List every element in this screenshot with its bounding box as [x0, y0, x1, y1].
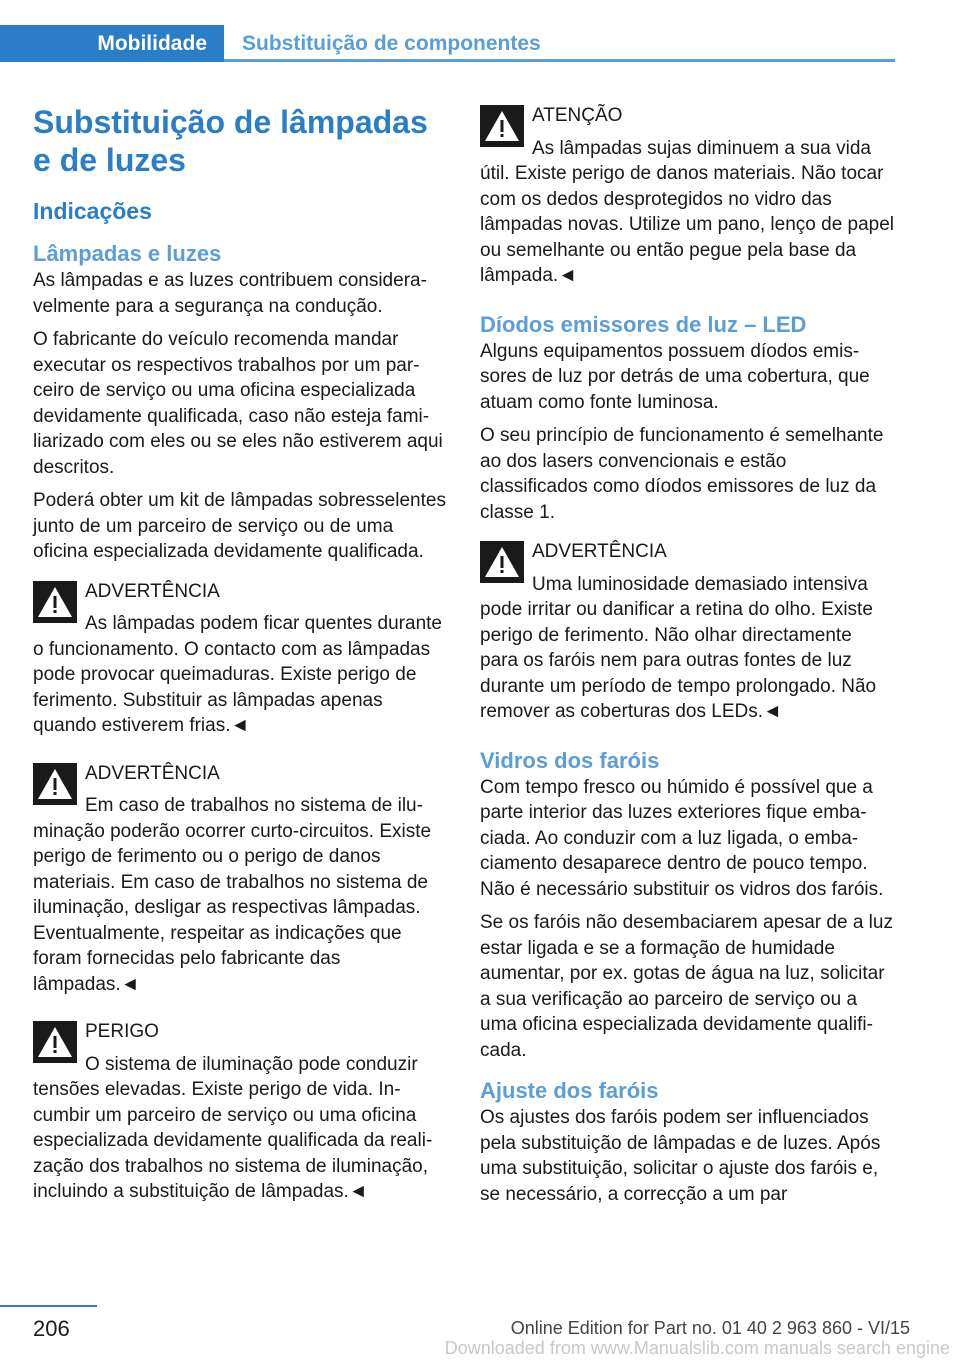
danger-text: O sistema de iluminação pode conduzir tensões elevadas. Existe perigo de vida. Incumbir um parceiro de serviço ou uma oficina especializada devidamente qualificada da realização dos trabalhos no sistema de iluminação, incluindo a substituição de lâmpadas.◄: [33, 1053, 433, 1202]
paragraph: O seu princípio de funcionamento é semelhante ao dos lasers convencionais e estão classificados como díodos emissores de luz da classe 1.: [480, 425, 884, 523]
warning-text: Uma luminosidade demasiado intensiva pode irritar ou danificar a retina do olho. Existe perigo de ferimento. Não olhar directamente para os faróis nem para outras fontes de luz durante um período de tempo prolongado. Não remover as coberturas dos LEDs.◄: [480, 573, 877, 722]
header-rule: [224, 59, 895, 62]
caution-text: As lâmpadas sujas diminuem a sua vida útil. Existe perigo de danos materiais. Não tocar com os dedos desprotegidos no vidro das lâmpadas novas. Utilize um pano, lenço de papel ou semelhante ou então pegue pela base da lâmpada.◄: [480, 137, 895, 286]
section-title: Substituição de componentes: [242, 32, 541, 55]
paragraph: Poderá obter um kit de lâmpadas sobresselentes junto de um parceiro de serviço ou de uma oficina especializada devidamente qualificada.: [33, 490, 446, 562]
subheading-led: Díodos emissores de luz – LED: [480, 311, 807, 337]
warning-title: ADVERTÊNCIA: [85, 580, 220, 602]
caution-block: [480, 103, 895, 289]
right-column: [480, 103, 895, 1215]
warning-triangle-icon: [33, 1021, 77, 1063]
caution-title: ATENÇÃO: [532, 105, 623, 126]
danger-title: PERIGO: [85, 1021, 159, 1042]
warning-triangle-icon: [33, 581, 77, 623]
warning-triangle-icon: [33, 763, 77, 805]
paragraph: As lâmpadas e as luzes contribuem consideravelmente para a segurança na condução.: [33, 270, 427, 317]
subheading-headlight-adjust: Ajuste dos faróis: [480, 1078, 659, 1103]
warning-title: ADVERTÊNCIA: [85, 762, 220, 784]
paragraph: Com tempo fresco ou húmido é possível que a parte interior das luzes exteriores fique embaciada. Ao conduzir com a luz ligada, o embaciamento desaparece dentro de pouco tempo. Não é necessário substituir os vidros dos faróis.: [480, 776, 884, 900]
warning-block: [33, 579, 448, 739]
warning-title: ADVERTÊNCIA: [532, 541, 667, 562]
subheading-headlight-glass: Vidros dos faróis: [480, 747, 660, 773]
warning-triangle-icon: [480, 541, 524, 583]
left-column: [33, 103, 448, 1227]
warning-block: [33, 761, 448, 998]
page-title: Substituição de lâmpadas e de luzes: [33, 104, 428, 178]
edition-text: Online Edition for Part no. 01 40 2 963 860 - VI/15: [510, 1318, 910, 1338]
chapter-tab[interactable]: [0, 25, 224, 62]
warning-text: Em caso de trabalhos no sistema de iluminação poderão ocorrer curto-circuitos. Existe perigo de ferimento ou o perigo de danos materiais. Em caso de trabalhos no sistema de iluminação, desligar as respectivas lâmpadas. Eventualmente, respeitar as indicações que foram fornecidas pelo fabricante das lâmpadas.◄: [33, 795, 432, 995]
paragraph: Alguns equipamentos possuem díodos emissores de luz por detrás de uma cobertura, que atuam como fonte luminosa.: [480, 340, 870, 413]
danger-block: [33, 1019, 448, 1205]
paragraph: Se os faróis não desembaciarem apesar de a luz estar ligada e se a formação de humidade aumentar, por ex. gotas de água na luz, solicitar a sua verificação ao parceiro de serviço ou a uma oficina especializada devidamente qualificada.: [480, 912, 893, 1061]
page-header: [0, 25, 895, 62]
subheading-lamps: Lâmpadas e luzes: [33, 241, 222, 266]
chapter-tab-label: Mobilidade: [97, 31, 207, 55]
page-number: 206: [33, 1316, 70, 1341]
warning-block: [480, 539, 895, 725]
warning-text: As lâmpadas podem ficar quentes durante o funcionamento. O contacto com as lâmpadas pode provocar queimaduras. Existe perigo de ferimento. Substituir as lâmpadas apenas quando estiverem frias.◄: [33, 613, 442, 736]
paragraph: O fabricante do veículo recomenda mandar executar os respectivos trabalhos por um parceiro de serviço ou uma oficina especializada devidamente qualificada, caso não esteja familiarizado com eles ou se eles não estiverem aqui descritos.: [33, 329, 443, 478]
page-number-rule: [0, 1305, 97, 1307]
section-heading-indicacoes: Indicações: [33, 198, 152, 224]
paragraph: Os ajustes dos faróis podem ser influenciados pela substituição de lâmpadas e de luzes. Após uma substituição, solicitar o ajuste dos faróis e, se necessário, a correcção a um par: [480, 1107, 881, 1205]
warning-triangle-icon: [480, 105, 524, 147]
watermark: Downloaded from www.Manualslib.com manuals search engine: [444, 1338, 950, 1358]
